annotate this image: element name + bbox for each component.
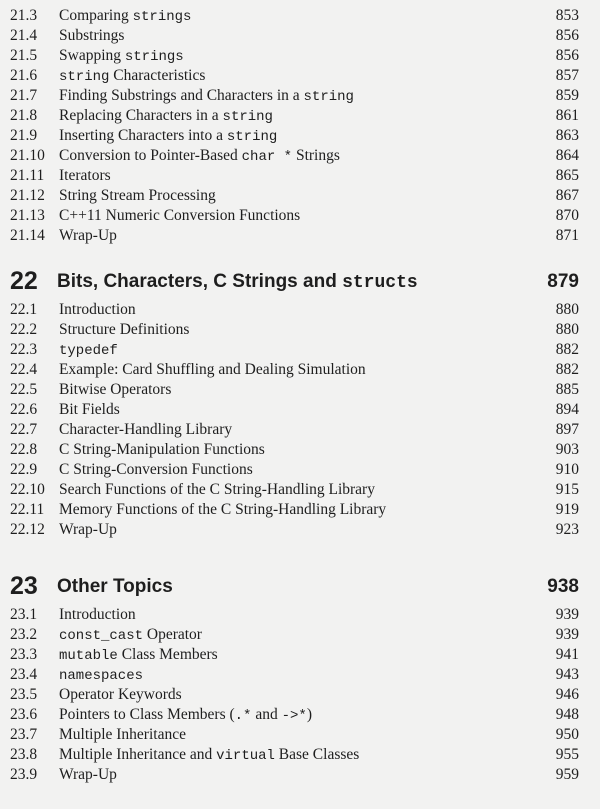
chapter-page-number: 879: [547, 271, 579, 292]
section-title-part: Pointers to Class Members (: [59, 706, 235, 723]
section-number: 22.1: [10, 301, 38, 318]
section-number: 22.7: [10, 421, 38, 438]
section-number: 22.12: [10, 521, 45, 538]
section-title-part: Character-Handling Library: [59, 421, 233, 438]
section-title: [59, 106, 273, 127]
section-page-number: 853: [555, 7, 579, 24]
section-title-part: Search Functions of the C String-Handling Library: [59, 481, 375, 498]
chapter-title-code-part: structs: [342, 273, 418, 293]
section-page-number: 919: [555, 501, 579, 518]
section-number: 21.10: [10, 147, 45, 164]
section-number: 22.11: [10, 501, 45, 518]
toc-entry-23.5: [0, 685, 600, 705]
section-title-part: C String-Manipulation Functions: [59, 441, 265, 458]
chapter-title: [57, 270, 418, 295]
section-title-part: Multiple Inheritance and: [59, 746, 217, 763]
section-title: [59, 320, 189, 340]
section-title: [59, 166, 111, 186]
section-title: [59, 340, 118, 361]
section-number: 22.10: [10, 481, 45, 498]
section-page-number: 880: [555, 301, 579, 318]
toc-entry-23.4: [0, 665, 600, 685]
section-title-part: Replacing Characters in a: [59, 107, 223, 124]
toc-entry-22.1: [0, 300, 600, 320]
section-page-number: 939: [555, 606, 579, 623]
section-title: [59, 186, 216, 206]
toc-entry-22.11: [0, 500, 600, 520]
toc-entry-23.9: [0, 765, 600, 785]
toc-entry-22.8: [0, 440, 600, 460]
section-page-number: 897: [555, 421, 579, 438]
section-title-part: Bitwise Operators: [59, 381, 172, 398]
section-page-number: 903: [555, 441, 579, 458]
section-title: [59, 420, 232, 440]
section-title: [59, 300, 136, 320]
section-title-code-part: string: [222, 109, 273, 125]
section-title-code-part: namespaces: [59, 668, 144, 684]
section-title: [59, 206, 300, 226]
section-title: [59, 400, 120, 420]
toc-entry-21.9: [0, 126, 600, 146]
section-title-part: Multiple Inheritance: [59, 726, 186, 743]
section-title: [59, 705, 312, 726]
section-title-part: Strings: [292, 147, 340, 164]
toc-entry-22.2: [0, 320, 600, 340]
section-title: [59, 725, 186, 745]
section-title: [59, 360, 366, 380]
section-number: 22.5: [10, 381, 38, 398]
section-page-number: 865: [555, 167, 579, 184]
toc-entry-21.5: [0, 46, 600, 66]
section-title-part: Finding Substrings and Characters in a: [59, 87, 304, 104]
section-page-number: 959: [555, 766, 579, 783]
section-number: 22.6: [10, 401, 38, 418]
section-title-part: Introduction: [59, 301, 136, 318]
section-title: [59, 440, 265, 460]
section-page-number: 882: [555, 361, 579, 378]
toc-entry-23.1: [0, 605, 600, 625]
section-title-code-part: strings: [132, 9, 192, 25]
section-number: 21.7: [10, 87, 38, 104]
chapter-title-part: Bits, Characters, C Strings and: [57, 271, 343, 292]
section-number: 23.8: [10, 746, 38, 763]
section-title-code-part: virtual: [216, 748, 275, 764]
section-title-part: and: [251, 706, 282, 723]
section-title-part: C++11 Numeric Conversion Functions: [59, 207, 301, 224]
section-title-code-part: string: [226, 129, 278, 145]
section-page-number: 867: [555, 187, 579, 204]
section-number: 21.14: [10, 227, 45, 244]
section-title: [59, 6, 191, 27]
section-title-part: Example: Card Shuffling and Dealing Simulation: [59, 361, 366, 378]
section-title-part: Iterators: [59, 167, 111, 184]
chapter-title-part: Other Topics: [57, 576, 173, 597]
section-page-number: 948: [555, 706, 579, 723]
section-title-part: Wrap-Up: [59, 766, 117, 783]
section-title: [59, 86, 354, 107]
section-title-part: C String-Conversion Functions: [59, 461, 253, 478]
section-title: [59, 146, 340, 167]
toc-entry-23.2: [0, 625, 600, 645]
section-title: [59, 685, 182, 705]
section-number: 23.7: [10, 726, 38, 743]
section-title: [59, 380, 171, 400]
section-number: 21.8: [10, 107, 38, 124]
chapter-heading-23: [0, 571, 600, 603]
section-title-code-part: .*: [234, 708, 252, 724]
chapter-number: 22: [10, 267, 38, 295]
section-title-part: Memory Functions of the C String-Handling Library: [59, 501, 387, 518]
chapter-heading-22: [0, 266, 600, 298]
toc-entry-21.11: [0, 166, 600, 186]
section-title: [59, 26, 124, 46]
toc-entry-21.12: [0, 186, 600, 206]
section-title-code-part: char *: [241, 149, 293, 165]
section-title-part: Wrap-Up: [59, 227, 117, 244]
section-number: 23.9: [10, 766, 38, 783]
section-title-part: Inserting Characters into a: [59, 127, 227, 144]
section-title-part: Swapping: [59, 47, 125, 64]
section-title: [59, 226, 117, 246]
section-number: 22.2: [10, 321, 38, 338]
section-title-part: Substrings: [59, 27, 125, 44]
section-page-number: 870: [555, 207, 579, 224]
section-number: 21.11: [10, 167, 45, 184]
section-page-number: 880: [555, 321, 579, 338]
toc-entry-23.8: [0, 745, 600, 765]
toc-entry-22.7: [0, 420, 600, 440]
section-title-code-part: string: [303, 89, 354, 105]
section-page-number: 885: [555, 381, 579, 398]
section-number: 23.6: [10, 706, 38, 723]
section-page-number: 864: [555, 147, 579, 164]
section-title: [59, 625, 202, 646]
chapter-number: 23: [10, 572, 38, 600]
section-title-part: Bit Fields: [59, 401, 120, 418]
section-number: 21.3: [10, 7, 38, 24]
section-title: [59, 765, 117, 785]
toc-entry-22.4: [0, 360, 600, 380]
section-title-part: ): [306, 706, 312, 723]
toc-entry-22.9: [0, 460, 600, 480]
toc-entry-22.10: [0, 480, 600, 500]
section-title-code-part: const_cast: [59, 628, 144, 644]
section-page-number: 915: [555, 481, 579, 498]
section-page-number: 861: [555, 107, 579, 124]
toc-entry-23.7: [0, 725, 600, 745]
section-page-number: 859: [555, 87, 579, 104]
toc-entry-23.3: [0, 645, 600, 665]
section-number: 21.5: [10, 47, 38, 64]
chapter-page-number: 938: [547, 576, 579, 597]
section-number: 23.5: [10, 686, 38, 703]
section-title: [59, 66, 205, 87]
toc-entry-22.12: [0, 520, 600, 540]
section-title-part: Comparing: [59, 7, 133, 24]
section-title-code-part: strings: [124, 49, 184, 65]
section-number: 21.13: [10, 207, 45, 224]
section-number: 21.9: [10, 127, 38, 144]
toc-entry-21.3: [0, 6, 600, 26]
toc-entry-22.6: [0, 400, 600, 420]
section-number: 22.4: [10, 361, 38, 378]
section-title-code-part: ->*: [281, 708, 307, 724]
section-title: [59, 605, 136, 625]
toc-entry-21.4: [0, 26, 600, 46]
section-title-part: Operator Keywords: [59, 686, 182, 703]
section-title-part: Conversion to Pointer-Based: [59, 147, 242, 164]
section-title: [59, 460, 253, 480]
section-title-part: Operator: [143, 626, 202, 643]
section-title: [59, 126, 277, 147]
section-number: 22.3: [10, 341, 38, 358]
section-title-part: Wrap-Up: [59, 521, 117, 538]
section-title-part: Base Classes: [274, 746, 360, 763]
section-number: 21.6: [10, 67, 38, 84]
section-title: [59, 665, 143, 686]
toc-entry-21.14: [0, 226, 600, 246]
section-page-number: 871: [555, 227, 579, 244]
section-page-number: 923: [555, 521, 579, 538]
section-page-number: 946: [555, 686, 579, 703]
section-page-number: 910: [555, 461, 579, 478]
section-title: [59, 500, 386, 520]
section-title-part: Introduction: [59, 606, 136, 623]
section-title: [59, 480, 375, 500]
section-title-code-part: string: [59, 69, 110, 85]
section-number: 23.4: [10, 666, 38, 683]
section-title-code-part: mutable: [59, 648, 118, 664]
section-page-number: 943: [555, 666, 579, 683]
toc-entry-21.10: [0, 146, 600, 166]
section-number: 21.4: [10, 27, 38, 44]
section-title: [59, 520, 117, 540]
section-title-part: Class Members: [117, 646, 218, 663]
toc-entry-21.8: [0, 106, 600, 126]
section-number: 23.1: [10, 606, 38, 623]
section-page-number: 863: [555, 127, 579, 144]
chapter-title: [57, 575, 173, 599]
toc-entry-22.5: [0, 380, 600, 400]
section-title: [59, 745, 359, 766]
toc-entry-23.6: [0, 705, 600, 725]
section-title: [59, 645, 218, 666]
section-number: 22.9: [10, 461, 38, 478]
section-page-number: 856: [555, 27, 579, 44]
section-title-part: String Stream Processing: [59, 187, 216, 204]
section-title-code-part: typedef: [59, 343, 118, 359]
toc-entry-21.6: [0, 66, 600, 86]
section-page-number: 941: [555, 646, 579, 663]
toc-entry-21.13: [0, 206, 600, 226]
section-title-part: Structure Definitions: [59, 321, 190, 338]
section-number: 23.2: [10, 626, 38, 643]
section-page-number: 882: [555, 341, 579, 358]
section-title-part: Characteristics: [109, 67, 206, 84]
section-number: 23.3: [10, 646, 38, 663]
section-title: [59, 46, 184, 67]
section-number: 22.8: [10, 441, 38, 458]
section-page-number: 939: [555, 626, 579, 643]
section-page-number: 856: [555, 47, 579, 64]
section-page-number: 955: [555, 746, 579, 763]
section-page-number: 857: [555, 67, 579, 84]
section-page-number: 950: [555, 726, 579, 743]
section-page-number: 894: [555, 401, 579, 418]
section-number: 21.12: [10, 187, 45, 204]
toc-entry-21.7: [0, 86, 600, 106]
toc-entry-22.3: [0, 340, 600, 360]
